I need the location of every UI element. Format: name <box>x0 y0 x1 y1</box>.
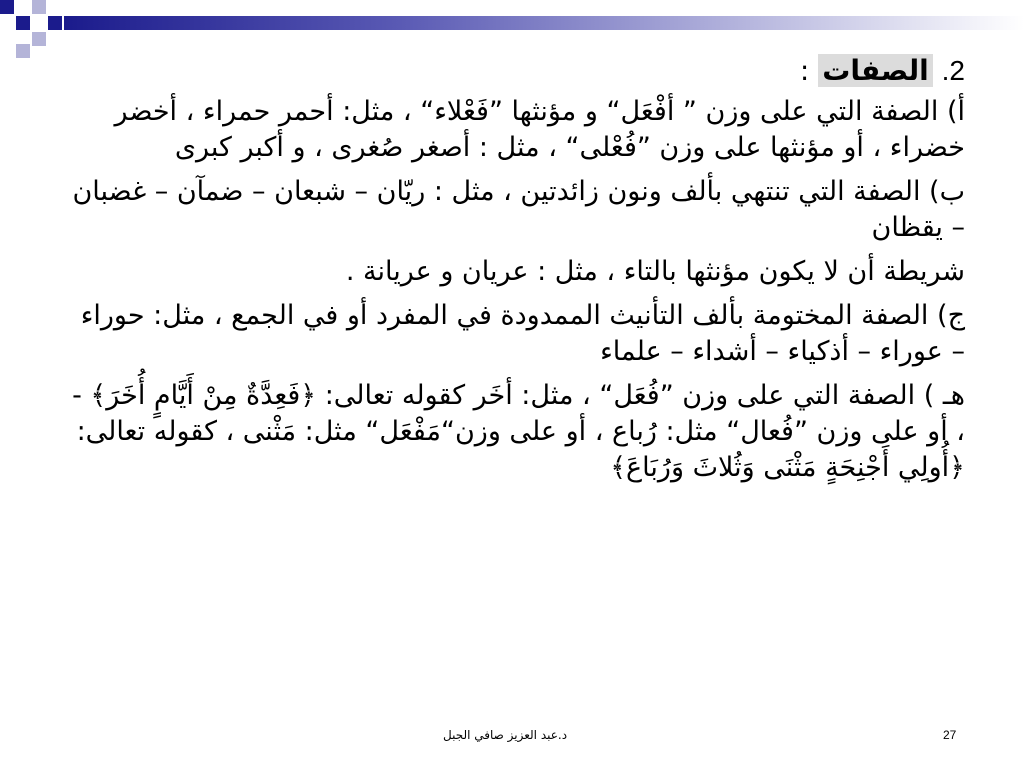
item-text: الصفة المختومة بألف التأنيث الممدودة في المفرد أو في الجمع ، مثل: حوراء – عوراء – أذكياء – أشداء – علماء <box>80 300 965 367</box>
footer-author: د.عبد العزيز صافي الجبل <box>443 728 568 742</box>
item-marker: ب) <box>929 176 965 207</box>
item-text: شريطة أن لا يكون مؤنثها بالتاء ، مثل : عريان و عريانة . <box>345 256 965 287</box>
list-item-jim <box>60 298 965 370</box>
page-number: 27 <box>943 728 957 742</box>
slide-content <box>60 52 965 494</box>
list-item-ha <box>60 378 965 486</box>
slide-footer <box>0 728 1024 748</box>
heading-number: 2. <box>941 55 965 86</box>
item-text: الصفة التي على وزن ” أفْعَل“ و مؤنثها ”فَعْلاء“ ، مثل: أحمر حمراء ، أخضر خضراء ، أو مؤنثها على وزن ”فُعْلى“ ، مثل : أصغر صُغرى ، و أكبر كبرى <box>114 96 965 163</box>
list-item-alif <box>60 94 965 166</box>
decor-square <box>16 44 30 58</box>
decor-gradient-bar <box>64 16 1024 30</box>
decor-square <box>48 16 62 30</box>
item-marker: ج) <box>937 300 965 331</box>
list-item-ba <box>60 174 965 246</box>
decor-square <box>0 0 14 14</box>
decor-square <box>16 16 30 30</box>
item-text: الصفة التي تنتهي بألف ونون زائدتين ، مثل : ريّان – شبعان – ضمآن – غضبان – يقظان <box>72 176 965 243</box>
item-marker: هـ ) <box>923 380 965 411</box>
heading-title: الصفات <box>818 54 933 87</box>
decor-square <box>32 0 46 14</box>
decor-square <box>32 32 46 46</box>
item-text: الصفة التي على وزن ”فُعَل“ ، مثل: أخَر كقوله تعالى: ﴿فَعِدَّةٌ مِنْ أَيَّامٍ أُخَرَ﴾ - ، أو على وزن ”فُعال“ مثل: رُباع ، أو على وزن“مَفْعَل“ مثل: مَثْنى ، كقوله تعالى: ﴿أُولِي أَجْنِحَةٍ مَثْنَى وَثُلاثَ وَرُبَاعَ﴾ <box>72 380 965 483</box>
slide-heading <box>60 52 965 90</box>
list-item-condition <box>60 254 965 290</box>
heading-colon: : <box>799 54 810 87</box>
item-marker: أ) <box>946 96 965 127</box>
